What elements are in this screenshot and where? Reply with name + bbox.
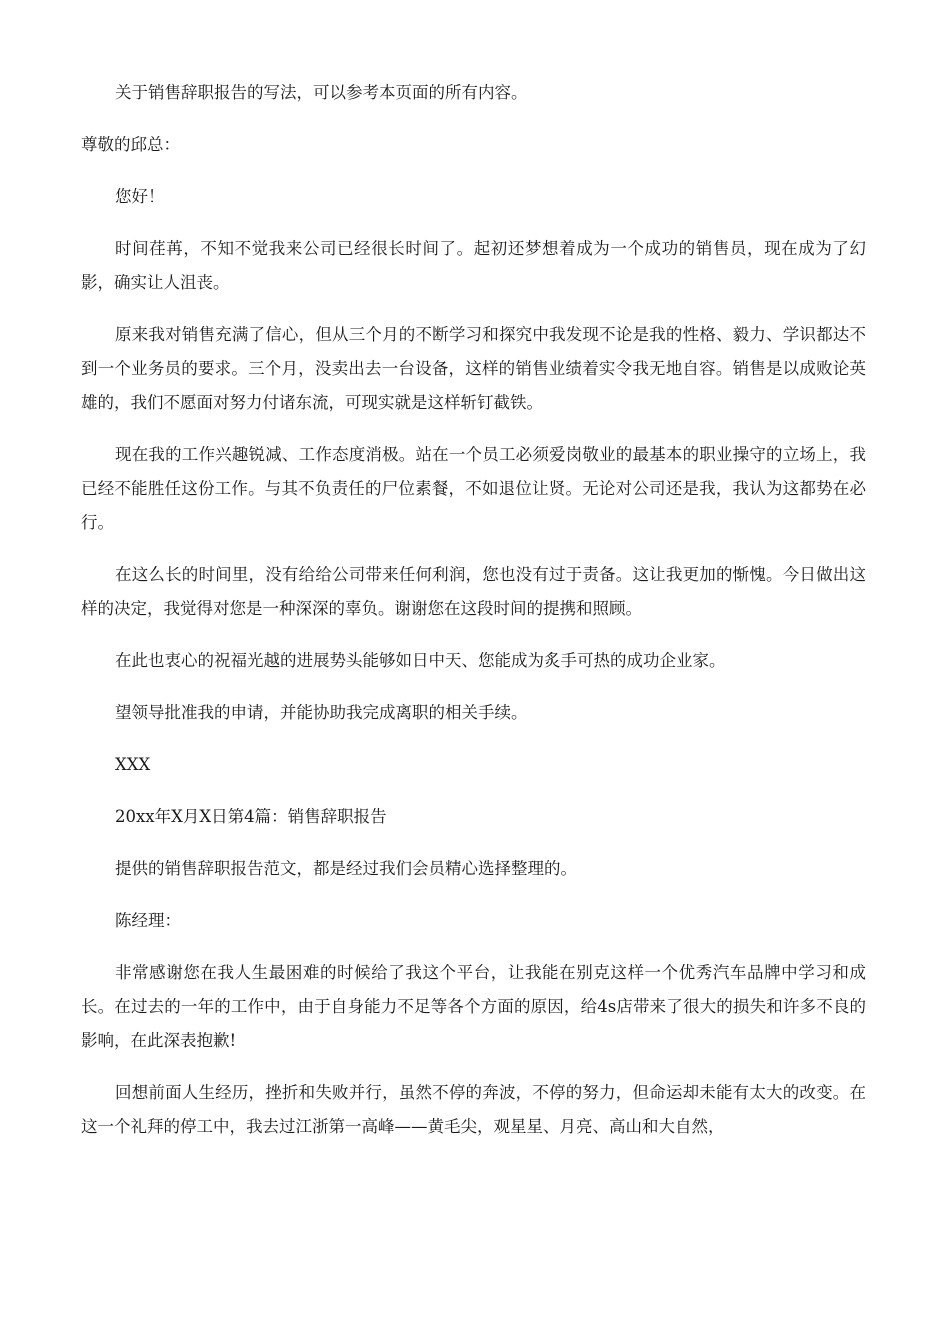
- salutation-2: 陈经理：: [115, 911, 181, 930]
- body-paragraph: 在这么长的时间里，没有给给公司带来任何利润，您也没有过于责备。这让我更加的惭愧。今日做出这样的决定，我觉得对您是一种深深的辜负。谢谢您在这段时间的提携和照顾。: [81, 565, 866, 618]
- body-paragraph: 在此也衷心的祝福光越的进展势头能够如日中天、您能成为炙手可热的成功企业家。: [115, 651, 726, 670]
- body-paragraph: 现在我的工作兴趣锐减、工作态度消极。站在一个员工必须爱岗敬业的最基本的职业操守的立场上，我已经不能胜任这份工作。与其不负责任的尸位素餐，不如退位让贤。无论对公司还是我，我认为这都势在必行。: [81, 445, 866, 532]
- body-paragraph: 时间荏苒，不知不觉我来公司已经很长时间了。起初还梦想着成为一个成功的销售员，现在成为了幻影，确实让人沮丧。: [81, 239, 866, 292]
- signature: XXX: [115, 755, 151, 774]
- salutation: 尊敬的邱总：: [81, 135, 180, 154]
- date-and-section-title: 20xx年X月X日第4篇：销售辞职报告: [115, 807, 387, 826]
- greeting: 您好！: [115, 187, 165, 206]
- body-paragraph: 原来我对销售充满了信心，但从三个月的不断学习和探究中我发现不论是我的性格、毅力、学识都达不到一个业务员的要求。三个月，没卖出去一台设备，这样的销售业绩着实令我无地自容。销售是以成败论英雄的，我们不愿面对努力付诸东流，可现实就是这样斩钉截铁。: [81, 325, 866, 412]
- body-paragraph: 望领导批准我的申请，并能协助我完成离职的相关手续。: [115, 703, 528, 722]
- intro-paragraph: 关于销售辞职报告的写法，可以参考本页面的所有内容。: [115, 83, 528, 102]
- section-intro: 提供的销售辞职报告范文，都是经过我们会员精心选择整理的。: [115, 859, 577, 878]
- body-paragraph: 回想前面人生经历，挫折和失败并行，虽然不停的奔波，不停的努力，但命运却未能有太大的改变。在这一个礼拜的停工中，我去过江浙第一高峰——黄毛尖，观星星、月亮、高山和大自然，: [81, 1083, 866, 1136]
- body-paragraph: 非常感谢您在我人生最困难的时候给了我这个平台，让我能在别克这样一个优秀汽车品牌中学习和成长。在过去的一年的工作中，由于自身能力不足等各个方面的原因，给4s店带来了很大的损失和许多不良的影响，在此深表抱歉!: [81, 963, 866, 1050]
